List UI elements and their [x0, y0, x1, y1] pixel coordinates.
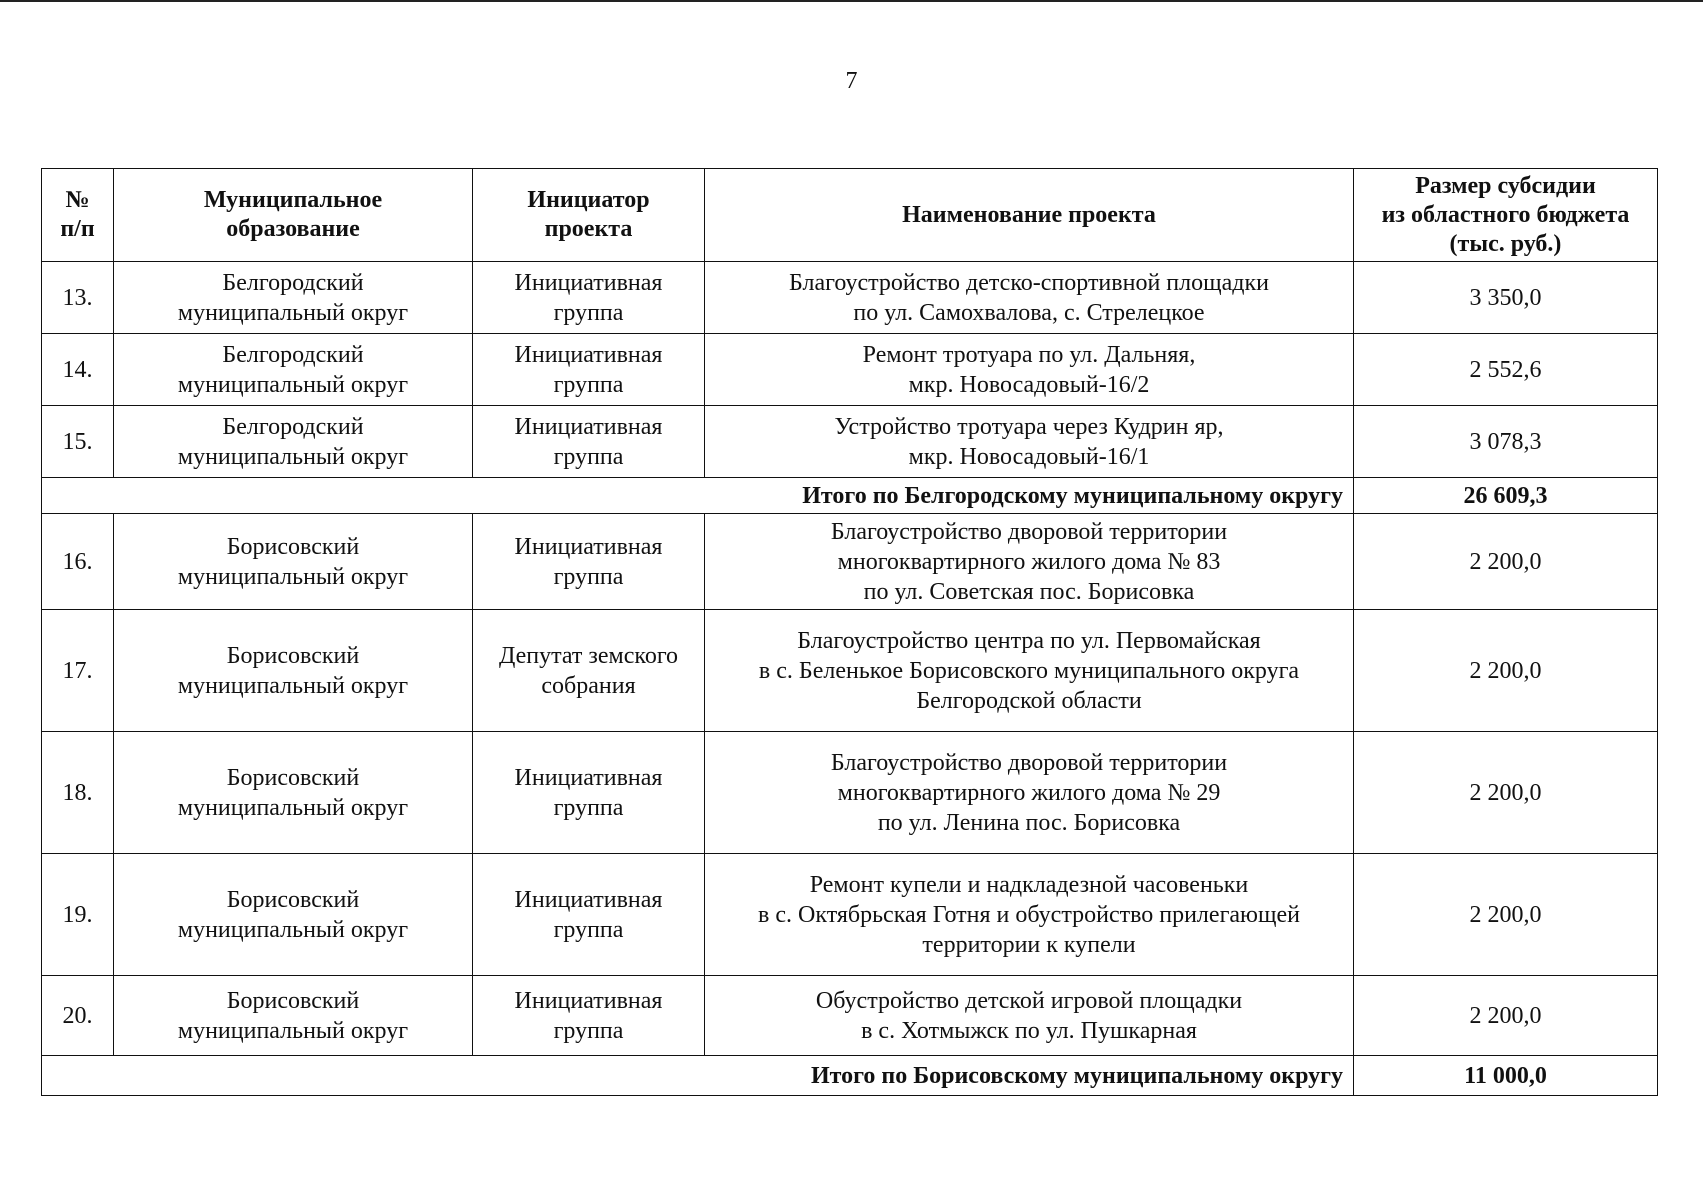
row-amount: 2 552,6: [1354, 334, 1658, 406]
total-row: [42, 478, 1658, 514]
table-row: [42, 610, 1658, 732]
row-project: Ремонт тротуара по ул. Дальняя, мкр. Новосадовый-16/2: [705, 334, 1354, 406]
row-amount: 3 350,0: [1354, 262, 1658, 334]
row-amount: 2 200,0: [1354, 854, 1658, 976]
header-number: № п/п: [42, 169, 114, 262]
row-number: 15.: [42, 406, 114, 478]
subsidy-table: [41, 168, 1658, 1096]
row-project: Обустройство детской игровой площадки в с. Хотмыжск по ул. Пушкарная: [705, 976, 1354, 1056]
header-initiator: Инициатор проекта: [473, 169, 705, 262]
total-label: Итого по Белгородскому муниципальному округу: [42, 478, 1354, 514]
table-body: [42, 262, 1658, 1096]
row-initiator: Инициативная группа: [473, 262, 705, 334]
row-initiator: Инициативная группа: [473, 732, 705, 854]
row-municipality: Белгородский муниципальный округ: [114, 334, 473, 406]
row-project: Ремонт купели и надкладезной часовеньки в с. Октябрьская Готня и обустройство прилегающей территории к купели: [705, 854, 1354, 976]
row-municipality: Борисовский муниципальный округ: [114, 732, 473, 854]
row-amount: 2 200,0: [1354, 976, 1658, 1056]
row-municipality: Борисовский муниципальный округ: [114, 610, 473, 732]
row-municipality: Белгородский муниципальный округ: [114, 262, 473, 334]
row-municipality: Белгородский муниципальный округ: [114, 406, 473, 478]
header-municipality: Муниципальное образование: [114, 169, 473, 262]
row-project: Устройство тротуара через Кудрин яр, мкр. Новосадовый-16/1: [705, 406, 1354, 478]
page-number: 7: [845, 68, 858, 94]
table-row: [42, 406, 1658, 478]
total-amount: 11 000,0: [1354, 1056, 1658, 1096]
header-subsidy-amount: Размер субсидии из областного бюджета (тыс. руб.): [1354, 169, 1658, 262]
header-project-name: Наименование проекта: [705, 169, 1354, 262]
row-number: 17.: [42, 610, 114, 732]
row-initiator: Депутат земского собрания: [473, 610, 705, 732]
scan-top-edge: [0, 0, 1703, 2]
row-municipality: Борисовский муниципальный округ: [114, 854, 473, 976]
row-initiator: Инициативная группа: [473, 976, 705, 1056]
row-project: Благоустройство центра по ул. Первомайская в с. Беленькое Борисовского муниципального округа Белгородской области: [705, 610, 1354, 732]
row-project: Благоустройство дворовой территории многоквартирного жилого дома № 29 по ул. Ленина пос. Борисовка: [705, 732, 1354, 854]
table-row: [42, 732, 1658, 854]
total-label: Итого по Борисовскому муниципальному округу: [42, 1056, 1354, 1096]
row-initiator: Инициативная группа: [473, 514, 705, 610]
table-row: [42, 854, 1658, 976]
row-municipality: Борисовский муниципальный округ: [114, 976, 473, 1056]
row-initiator: Инициативная группа: [473, 334, 705, 406]
row-amount: 2 200,0: [1354, 514, 1658, 610]
row-number: 16.: [42, 514, 114, 610]
row-initiator: Инициативная группа: [473, 406, 705, 478]
row-project: Благоустройство дворовой территории многоквартирного жилого дома № 83 по ул. Советская пос. Борисовка: [705, 514, 1354, 610]
row-amount: 2 200,0: [1354, 732, 1658, 854]
row-number: 18.: [42, 732, 114, 854]
row-municipality: Борисовский муниципальный округ: [114, 514, 473, 610]
row-number: 19.: [42, 854, 114, 976]
table-row: [42, 514, 1658, 610]
total-amount: 26 609,3: [1354, 478, 1658, 514]
row-initiator: Инициативная группа: [473, 854, 705, 976]
row-number: 20.: [42, 976, 114, 1056]
total-row: [42, 1056, 1658, 1096]
row-amount: 2 200,0: [1354, 610, 1658, 732]
table-header-row: [42, 169, 1658, 262]
row-number: 14.: [42, 334, 114, 406]
table-row: [42, 976, 1658, 1056]
row-project: Благоустройство детско-спортивной площадки по ул. Самохвалова, с. Стрелецкое: [705, 262, 1354, 334]
table-row: [42, 262, 1658, 334]
table-row: [42, 334, 1658, 406]
row-amount: 3 078,3: [1354, 406, 1658, 478]
row-number: 13.: [42, 262, 114, 334]
